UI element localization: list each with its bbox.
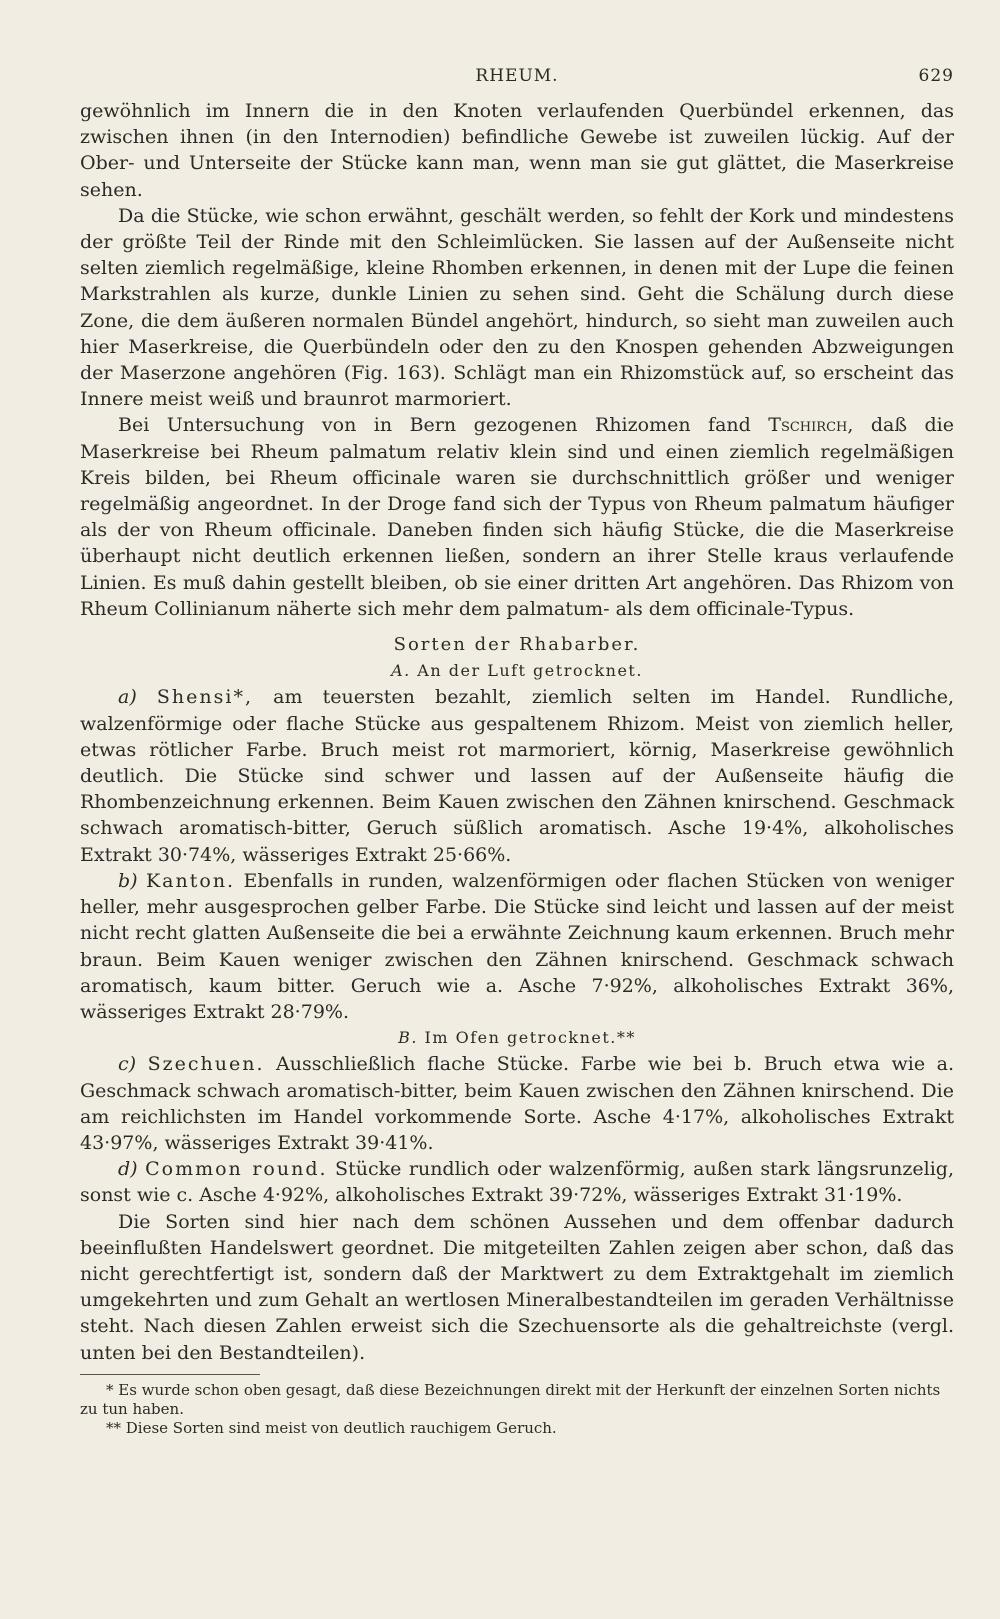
item-c-text: Ausschließlich flache Stücke. Farbe wie bei b. Bruch etwa wie a. Geschmack schwach aromatisch-bitter, beim Kauen zwischen den Zähnen knirschend. Die am reichlichsten im Handel vorkommende Sorte. Asche 4·17%, alkoholisches Extrakt 43·97%, wässeriges Extrakt 39·41%. (80, 1053, 954, 1154)
paragraph-3 (80, 412, 954, 622)
closing-paragraph: Die Sorten sind hier nach dem schönen Aussehen und dem offenbar dadurch beeinflußten Handelswert geordnet. Die mitgeteilten Zahlen zeigen aber schon, daß das nicht gerechtfertigt ist, sondern daß der Marktwert zu dem Extraktgehalt im ziemlich umgekehrten und zum Gehalt an wertlosen Mineralbestandteilen im geraden Verhältnisse steht. Nach diesen Zahlen erweist sich die Szechuensorte als die gehaltreichste (vergl. unten bei den Bestandteilen). (80, 1210, 954, 1364)
subsection-a-title (80, 658, 954, 684)
subsection-a-letter: A. (391, 661, 411, 681)
subsection-b-letter: B. (398, 1028, 418, 1048)
paragraph-3-end: , daß die Maserkreise bei Rheum palmatum relativ klein sind und einen ziemlich regelmäßigen Kreis bilden, bei Rheum officinale waren sie durchschnittlich größer und weniger regelmäßig angeordnet. In der Droge fand sich der Typus von Rheum palmatum häufiger als der von Rheum officinale. Daneben finden sich häufig Stücke, die die Maserkreise überhaupt nicht deutlich erkennen ließen, sondern an ihrer Stelle kraus verlaufende Linien. Es muß dahin gestellt bleiben, ob sie einer dritten Art angehören. Das Rhizom von Rheum Collinianum näherte sich mehr dem palmatum- als dem officinale-Typus. (80, 414, 954, 620)
paragraph-1: gewöhnlich im Innern die in den Knoten verlaufenden Querbündel erkennen, das zwischen ihnen (in den Internodien) befindliche Gewebe ist zuweilen lückig. Auf der Ober- und Unterseite der Stücke kann man, wenn man sie gut glättet, die Maserkreise sehen. (80, 100, 954, 201)
book-page (80, 60, 954, 1580)
item-d-text: Stücke rundlich oder walzenförmig, außen stark längsrunzelig, sonst wie c. Asche 4·92%, alkoholisches Extrakt 39·72%, wässeriges Extrakt 31·19%. (80, 1158, 954, 1207)
page-number: 629 (918, 66, 954, 86)
footnote-2: ** Diese Sorten sind meist von deutlich rauchigem Geruch. (106, 1418, 557, 1437)
body-text (80, 98, 954, 1366)
item-a-text: am teuersten bezahlt, ziemlich selten im Handel. Rundliche, walzenförmige oder flache Stücke aus gespaltenem Rhizom. Meist von ziemlich heller, etwas rötlicher Farbe. Bruch meist rot marmoriert, körnig, Maserkreise gewöhnlich deutlich. Die Stücke sind schwer und lassen auf der Außenseite häufig die Rhombenzeichnung erkennen. Beim Kauen zwischen den Zähnen knirschend. Geschmack schwach aromatisch-bitter, Geruch süßlich aromatisch. Asche 19·4%, alkoholisches Extrakt 30·74%, wässeriges Extrakt 25·66%. (80, 686, 954, 866)
item-c-label: c) (118, 1053, 137, 1076)
item-b-text: Ebenfalls in runden, walzenförmigen oder flachen Stücken von weniger heller, mehr ausgesprochen gelber Farbe. Die Stücke sind leicht und lassen auf der meist nicht recht glatten Außenseite die bei a erwähnte Zeichnung kaum erkennen. Bruch mehr braun. Beim Kauen weniger zwischen den Zähnen knirschend. Geschmack schwach aromatisch, kaum bitter. Geruch wie a. Asche 7·92%, alkoholisches Extrakt 36%, wässeriges Extrakt 28·79%. (80, 869, 954, 1023)
footnotes (80, 1381, 954, 1438)
item-d (80, 1156, 954, 1208)
item-c (80, 1051, 954, 1156)
footnote-rule (80, 1374, 260, 1375)
footnote-1: * Es wurde schon oben gesagt, daß diese Bezeichnungen direkt mit der Herkunft der einzelnen Sorten nichts zu tun haben. (80, 1380, 941, 1418)
author-name: Tschirch (768, 414, 848, 437)
subsection-a-text: An der Luft getrocknet. (417, 661, 643, 681)
item-b-label: b) (118, 869, 138, 892)
item-d-label: d) (118, 1158, 138, 1181)
section-title: Sorten der Rhabarber. (393, 634, 641, 656)
paragraph-3-start: Bei Untersuchung von in Bern gezogenen Rhizomen fand (118, 414, 751, 437)
item-b (80, 868, 954, 1025)
subsection-b-title (80, 1025, 954, 1051)
running-title: RHEUM. (475, 66, 559, 86)
item-d-name: Common round. (145, 1158, 328, 1181)
running-head (80, 60, 954, 84)
item-a (80, 684, 954, 867)
item-a-name: Shensi*, (156, 686, 253, 709)
item-c-name: Szechuen. (147, 1053, 265, 1076)
item-b-name: Kanton. (145, 869, 236, 892)
item-a-label: a) (118, 686, 137, 709)
paragraph-2: Da die Stücke, wie schon erwähnt, geschält werden, so fehlt der Kork und mindestens der größte Teil der Rinde mit den Schleimlücken. Sie lassen auf der Außenseite nicht selten ziemlich regelmäßige, kleine Rhomben erkennen, in denen mit der Lupe die feinen Markstrahlen als kurze, dunkle Linien zu sehen sind. Geht die Schälung durch diese Zone, die dem äußeren normalen Bündel angehört, hindurch, so sieht man zuweilen auch hier Maserkreise, die Querbündeln oder den zu den Knospen gehenden Abzweigungen der Maserzone angehören (Fig. 163). Schlägt man ein Rhizomstück auf, so erscheint das Innere meist weiß und braunrot marmoriert. (80, 204, 954, 411)
subsection-b-text: Im Ofen getrocknet.** (424, 1028, 636, 1048)
